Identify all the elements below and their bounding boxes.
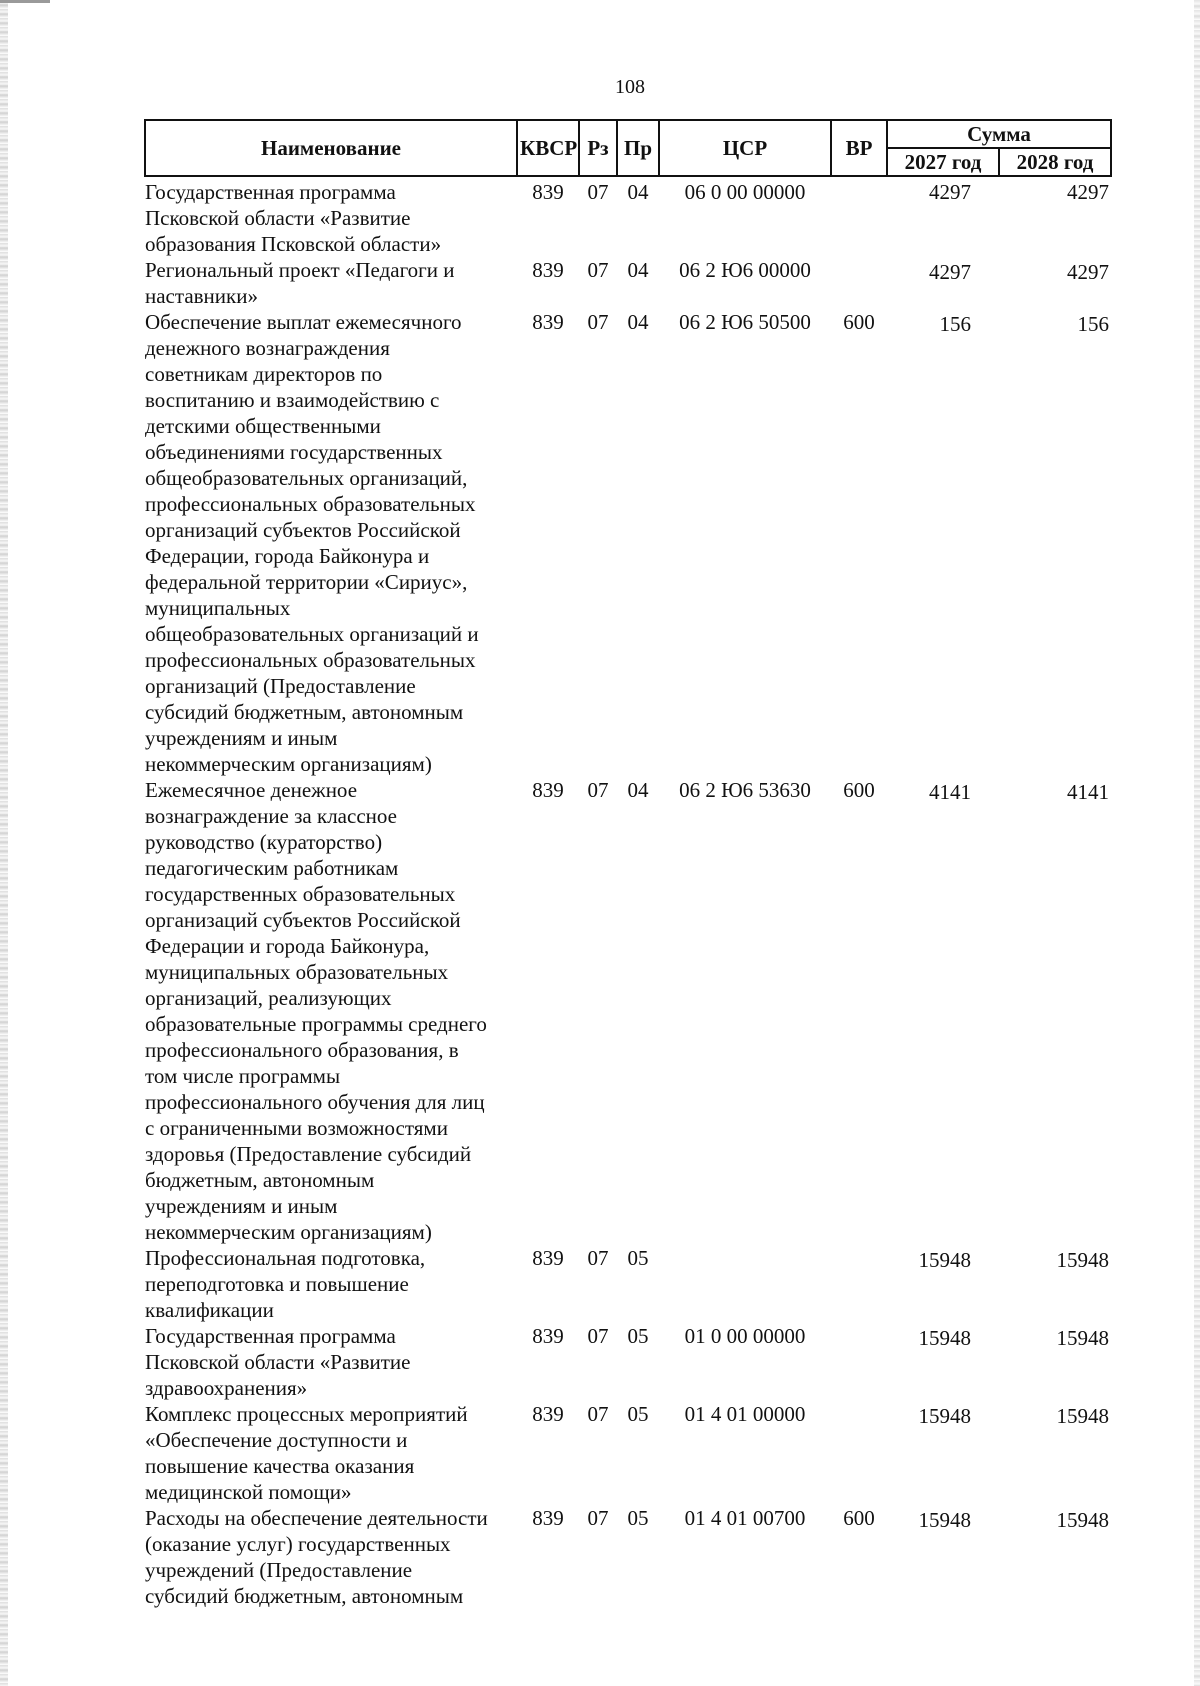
- cell-rz: 07: [587, 1324, 609, 1348]
- cell-kvsr: 839: [532, 1246, 564, 1270]
- name-line: Профессиональная подготовка,: [145, 1246, 426, 1270]
- table-row: [145, 1401, 1111, 1505]
- name-line: Государственная программа: [145, 180, 396, 204]
- cell-rz: 07: [587, 778, 609, 802]
- cell-vr: [831, 176, 887, 257]
- cell-name: [145, 777, 517, 1245]
- name-line: советникам директоров по: [145, 362, 383, 386]
- cell-sum-2027: 15948: [918, 1326, 971, 1350]
- cell-csr: 01 0 00 00000: [684, 1324, 806, 1348]
- name-line: медицинской помощи»: [145, 1480, 352, 1504]
- cell-csr: 06 0 00 00000: [684, 180, 806, 204]
- name-line: Расходы на обеспечение деятельности: [145, 1506, 488, 1530]
- name-line: образования Псковской области»: [145, 232, 442, 256]
- cell-csr: 01 4 01 00000: [684, 1402, 806, 1426]
- table-row: [145, 257, 1111, 309]
- cell-name: [145, 1505, 517, 1609]
- cell-kvsr: 839: [532, 310, 564, 334]
- name-line: организаций субъектов Российской: [145, 908, 461, 932]
- cell-csr: 06 2 Ю6 50500: [679, 310, 811, 334]
- cell-csr: 01 4 01 00700: [684, 1506, 806, 1530]
- cell-sum-2028: 156: [1077, 312, 1109, 336]
- name-line: бюджетным, автономным: [145, 1168, 375, 1192]
- name-line: денежного вознаграждения: [145, 336, 390, 360]
- header-pr: Пр: [617, 120, 659, 176]
- cell-sum-2027: 15948: [918, 1404, 971, 1428]
- table-row: [145, 309, 1111, 777]
- cell-sum-2028: 15948: [1056, 1404, 1109, 1428]
- cell-pr: 05: [627, 1506, 649, 1530]
- cell-rz: 07: [587, 310, 609, 334]
- cell-name: [145, 1401, 517, 1505]
- table-row: [145, 777, 1111, 1245]
- cell-sum-2027: 15948: [918, 1248, 971, 1272]
- name-line: вознаграждение за классное: [145, 804, 397, 828]
- name-line: организаций (Предоставление: [145, 674, 416, 698]
- cell-vr: 600: [843, 778, 875, 802]
- name-line: организаций, реализующих: [145, 986, 392, 1010]
- name-line: Комплекс процессных мероприятий: [145, 1402, 468, 1426]
- header-csr: ЦСР: [659, 120, 831, 176]
- cell-kvsr: 839: [532, 1402, 564, 1426]
- name-line: (оказание услуг) государственных: [145, 1532, 451, 1556]
- name-line: Ежемесячное денежное: [145, 778, 358, 802]
- cell-pr: 04: [627, 310, 649, 334]
- cell-vr: [831, 1401, 887, 1505]
- name-line: Региональный проект «Педагоги и: [145, 258, 455, 282]
- scan-edge-left: [0, 0, 8, 1686]
- name-line: муниципальных образовательных: [145, 960, 449, 984]
- name-line: руководство (кураторство): [145, 830, 383, 854]
- name-line: Государственная программа: [145, 1324, 396, 1348]
- cell-sum-2027: 4297: [929, 180, 971, 204]
- table-header: [145, 120, 1111, 176]
- name-line: учреждениям и иным: [145, 726, 338, 750]
- name-line: некоммерческим организациям): [145, 1220, 432, 1244]
- name-line: образовательные программы среднего: [145, 1012, 487, 1036]
- name-line: детскими общественными: [145, 414, 381, 438]
- cell-rz: 07: [587, 1402, 609, 1426]
- cell-kvsr: 839: [532, 180, 564, 204]
- cell-sum-2027: 4297: [929, 260, 971, 284]
- name-line: общеобразовательных организаций и: [145, 622, 479, 646]
- name-line: субсидий бюджетным, автономным: [145, 1584, 464, 1608]
- header-vr: ВР: [831, 120, 887, 176]
- name-line: Псковской области «Развитие: [145, 206, 411, 230]
- cell-csr: [659, 1245, 831, 1323]
- name-line: Федерации, города Байконура и: [145, 544, 430, 568]
- name-line: Псковской области «Развитие: [145, 1350, 411, 1374]
- name-line: здоровья (Предоставление субсидий: [145, 1142, 472, 1166]
- cell-sum-2027: 156: [939, 312, 971, 336]
- table-row: [145, 1505, 1111, 1609]
- cell-sum-2028: 4297: [1067, 180, 1109, 204]
- name-line: Обеспечение выплат ежемесячного: [145, 310, 462, 334]
- name-line: квалификации: [145, 1298, 274, 1322]
- cell-name: [145, 1323, 517, 1401]
- cell-kvsr: 839: [532, 1324, 564, 1348]
- cell-csr: 06 2 Ю6 00000: [679, 258, 811, 282]
- header-name: Наименование: [145, 120, 517, 176]
- budget-table: [144, 119, 1112, 1609]
- cell-pr: 04: [627, 180, 649, 204]
- name-line: воспитанию и взаимодействию с: [145, 388, 440, 412]
- header-rz: Рз: [579, 120, 617, 176]
- cell-vr: [831, 1245, 887, 1323]
- cell-kvsr: 839: [532, 258, 564, 282]
- scan-corner-mark: [0, 0, 50, 3]
- name-line: муниципальных: [145, 596, 291, 620]
- cell-pr: 05: [627, 1246, 649, 1270]
- cell-vr: [831, 257, 887, 309]
- cell-vr: 600: [843, 1506, 875, 1530]
- name-line: с ограниченными возможностями: [145, 1116, 448, 1140]
- cell-name: [145, 257, 517, 309]
- cell-name: [145, 309, 517, 777]
- name-line: Федерации и города Байконура,: [145, 934, 430, 958]
- cell-sum-2027: 4141: [929, 780, 971, 804]
- scan-edge-right: [1194, 0, 1200, 1686]
- name-line: профессионального обучения для лиц: [145, 1090, 485, 1114]
- header-kvsr: КВСР: [517, 120, 579, 176]
- name-line: федеральной территории «Сириус»,: [145, 570, 468, 594]
- name-line: переподготовка и повышение: [145, 1272, 409, 1296]
- cell-rz: 07: [587, 1506, 609, 1530]
- cell-kvsr: 839: [532, 1506, 564, 1530]
- table-row: [145, 176, 1111, 257]
- cell-csr: 06 2 Ю6 53630: [679, 778, 811, 802]
- name-line: педагогическим работникам: [145, 856, 399, 880]
- table-row: [145, 1245, 1111, 1323]
- name-line: том числе программы: [145, 1064, 341, 1088]
- cell-sum-2028: 15948: [1056, 1326, 1109, 1350]
- cell-rz: 07: [587, 1246, 609, 1270]
- cell-sum-2028: 4141: [1067, 780, 1109, 804]
- cell-pr: 04: [627, 258, 649, 282]
- header-sum: Сумма: [887, 120, 1111, 148]
- name-line: наставники»: [145, 284, 258, 308]
- cell-sum-2027: 15948: [918, 1508, 971, 1532]
- name-line: здравоохранения»: [145, 1376, 308, 1400]
- table-row: [145, 1323, 1111, 1401]
- name-line: учреждений (Предоставление: [145, 1558, 413, 1582]
- cell-kvsr: 839: [532, 778, 564, 802]
- cell-rz: 07: [587, 258, 609, 282]
- cell-rz: 07: [587, 180, 609, 204]
- name-line: профессионального образования, в: [145, 1038, 459, 1062]
- name-line: профессиональных образовательных: [145, 648, 476, 672]
- cell-sum-2028: 15948: [1056, 1508, 1109, 1532]
- cell-vr: 600: [843, 310, 875, 334]
- name-line: некоммерческим организациям): [145, 752, 432, 776]
- name-line: повышение качества оказания: [145, 1454, 415, 1478]
- name-line: общеобразовательных организаций,: [145, 466, 468, 490]
- name-line: субсидий бюджетным, автономным: [145, 700, 464, 724]
- name-line: объединениями государственных: [145, 440, 443, 464]
- name-line: государственных образовательных: [145, 882, 456, 906]
- header-year-2027: 2027 год: [887, 148, 999, 176]
- cell-vr: [831, 1323, 887, 1401]
- name-line: «Обеспечение доступности и: [145, 1428, 408, 1452]
- cell-name: [145, 176, 517, 257]
- page-number: 108: [615, 76, 645, 98]
- name-line: организаций субъектов Российской: [145, 518, 461, 542]
- name-line: учреждениям и иным: [145, 1194, 338, 1218]
- cell-pr: 05: [627, 1324, 649, 1348]
- cell-pr: 04: [627, 778, 649, 802]
- name-line: профессиональных образовательных: [145, 492, 476, 516]
- cell-name: [145, 1245, 517, 1323]
- cell-pr: 05: [627, 1402, 649, 1426]
- cell-sum-2028: 15948: [1056, 1248, 1109, 1272]
- header-year-2028: 2028 год: [999, 148, 1111, 176]
- table-body: [145, 176, 1111, 1609]
- cell-sum-2028: 4297: [1067, 260, 1109, 284]
